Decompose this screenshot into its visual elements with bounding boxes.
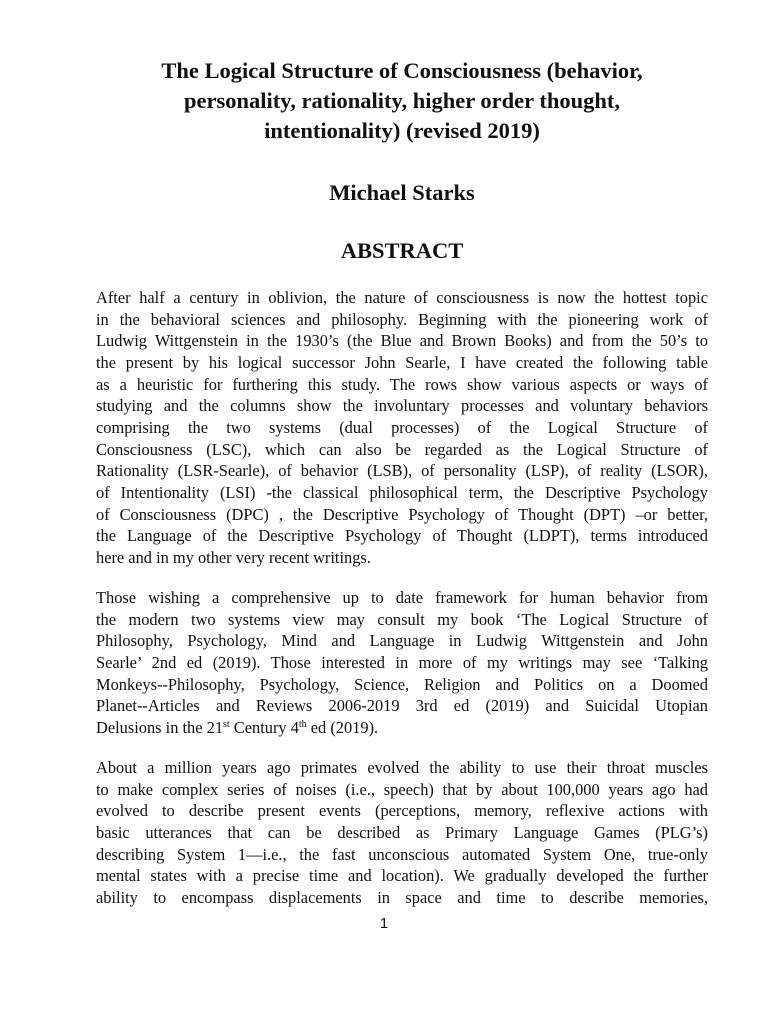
text-line: evolved to describe present events (perceptions, memory, reflexive actions with (96, 801, 708, 821)
text-run: ed (2019). (306, 717, 379, 737)
text-line: Those wishing a comprehensive up to date framework for human behavior from (96, 588, 708, 607)
text-line: the modern two systems view may consult my book ‘The Logical Structure of (96, 609, 708, 629)
text-line: to make complex series of noises (i.e., speech) that by about 100,000 years ago had (96, 779, 708, 799)
text-line: as a heuristic for furthering this study. The rows show various aspects or ways of (96, 374, 708, 394)
text-line: of Consciousness (DPC) , the Descriptive Psychology of Thought (DPT) –or better, (96, 504, 708, 524)
text-line: studying and the columns show the involuntary processes and voluntary behaviors (96, 396, 708, 416)
text-run: Delusions in the 21 (96, 717, 224, 737)
text-line: Monkeys--Philosophy, Psychology, Science, Religion and Politics on a Doomed (96, 674, 708, 694)
text-line: About a million years ago primates evolved the ability to use their throat muscles (96, 758, 708, 777)
abstract-paragraph-2 (96, 587, 708, 739)
page-number: 1 (379, 915, 389, 932)
text-line: mental states with a precise time and location). We gradually developed the further (96, 866, 708, 886)
text-line: Rationality (LSR-Searle), of behavior (LSB), of personality (LSP), of reality (LSOR), (96, 461, 708, 481)
text-line: comprising the two systems (dual processes) of the Logical Structure of (96, 417, 708, 437)
author-name: Michael Starks (329, 180, 475, 205)
abstract-paragraph-1 (96, 287, 708, 569)
paper-title (96, 56, 708, 146)
title-line-3: intentionality) (revised 2019) (264, 118, 540, 143)
text-line: describing System 1—i.e., the fast unconscious automated System One, true-only (96, 844, 708, 864)
text-line: of Intentionality (LSI) -the classical philosophical term, the Descriptive Psychology (96, 482, 708, 502)
text-line: basic utterances that can be described as Primary Language Games (PLG’s) (96, 822, 708, 842)
text-line: Consciousness (LSC), which can also be regarded as the Logical Structure of (96, 439, 708, 459)
text-line: Searle’ 2nd ed (2019). Those interested in more of my writings may see ‘Talking (96, 652, 708, 672)
abstract-paragraph-3 (96, 757, 708, 909)
text-line (96, 717, 708, 739)
abstract-heading: ABSTRACT (340, 238, 464, 263)
text-line: the Language of the Descriptive Psychology of Thought (LDPT), terms introduced (96, 526, 708, 546)
superscript: st (223, 718, 230, 730)
text-line: the present by his logical successor John Searle, I have created the following table (96, 352, 708, 372)
text-line: Philosophy, Psychology, Mind and Language in Ludwig Wittgenstein and John (96, 631, 708, 651)
superscript: th (298, 718, 307, 730)
text-run: Century 4 (229, 717, 299, 737)
text-line: in the behavioral sciences and philosophy. Beginning with the pioneering work of (96, 309, 708, 329)
text-line: Planet--Articles and Reviews 2006-2019 3rd ed (2019) and Suicidal Utopian (96, 696, 708, 716)
title-line-2: personality, rationality, higher order thought, (183, 88, 621, 113)
text-line: ability to encompass displacements in space and time to describe memories, (96, 887, 708, 907)
text-line: here and in my other very recent writings. (96, 547, 371, 567)
title-line-1: The Logical Structure of Consciousness (behavior, (161, 58, 643, 83)
text-line: Ludwig Wittgenstein in the 1930’s (the Blue and Brown Books) and from the 50’s to (96, 331, 708, 351)
text-line: After half a century in oblivion, the nature of consciousness is now the hottest topic (96, 288, 708, 307)
